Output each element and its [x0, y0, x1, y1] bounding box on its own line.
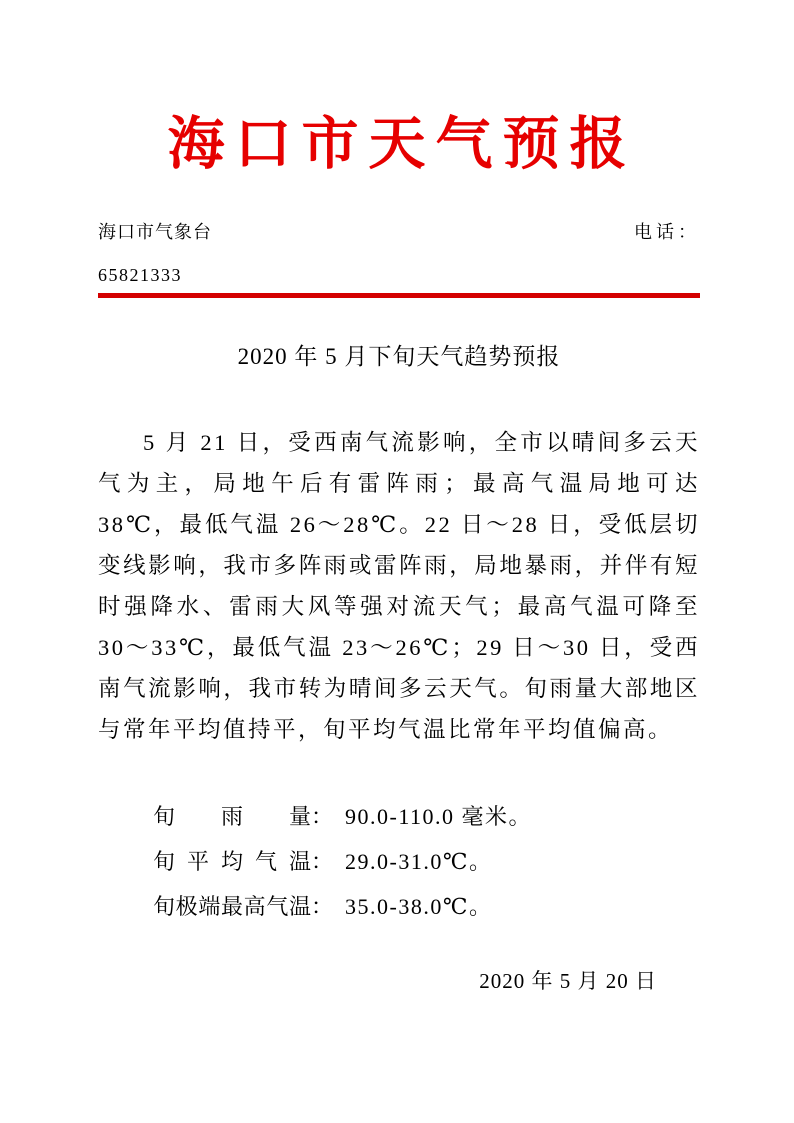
forecast-heading: 2020 年 5 月下旬天气趋势预报 [237, 344, 561, 369]
letterhead-org: 海口市气象台 [98, 222, 212, 242]
letterhead-rule [98, 293, 700, 298]
stat-row-rainfall [153, 794, 700, 839]
stat-colon: ： [311, 804, 334, 829]
stat-label-mean-temp: 旬平均气温 [153, 849, 311, 874]
stat-row-extreme-max-temp [153, 884, 700, 929]
stat-colon: ： [311, 849, 334, 874]
stat-label-rainfall: 旬雨量 [153, 804, 311, 829]
stat-value-extreme-max-temp: 35.0-38.0℃。 [345, 894, 493, 919]
stat-value-mean-temp: 29.0-31.0℃。 [345, 849, 493, 874]
forecast-body: 5 月 21 日，受西南气流影响，全市以晴间多云天气为主，局地午后有雷阵雨；最高气温局地可达 38℃，最低气温 26～28℃。22 日～28 日，受低层切变线影响，我市多阵雨或雷阵雨，局地暴雨，并伴有短时强降水、雷雨大风等强对流天气；最高气温可降至 30～33℃，最低气温 23～26℃；29 日～30 日，受西南气流影响，我市转为晴间多云天气。旬雨量大部地区与常年平均值持平，旬平均气温比常年平均值偏高。 [98, 430, 700, 742]
stat-label-extreme-max-temp: 旬极端最高气温 [153, 894, 311, 919]
letterhead-phone-label: 电话： [634, 222, 700, 242]
stat-colon: ： [311, 894, 334, 919]
document-content [98, 222, 700, 994]
issue-date: 2020 年 5 月 20 日 [479, 969, 657, 993]
stat-value-rainfall: 90.0-110.0 毫米。 [345, 804, 533, 829]
document-title: 海口市天气预报 [167, 112, 637, 176]
stat-row-mean-temp [153, 839, 700, 884]
stats-section [98, 794, 700, 929]
letterhead-phone-number: 65821333 [98, 265, 182, 285]
letterhead [98, 222, 700, 243]
